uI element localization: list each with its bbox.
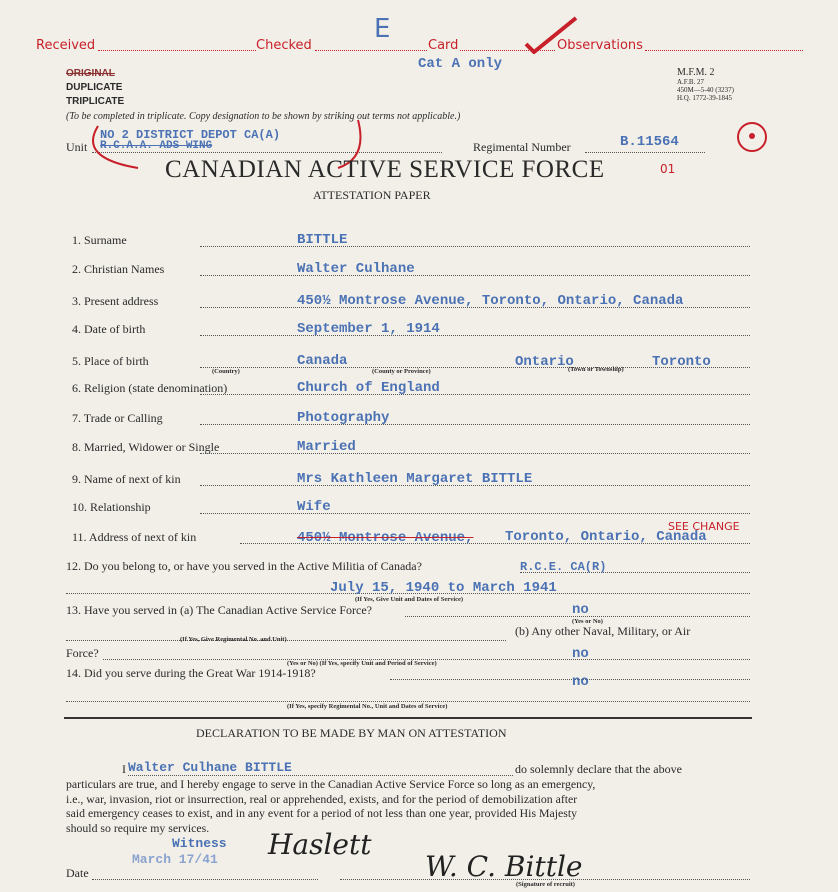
card-label: Card [428,38,459,53]
town-caption: (Town or Township) [568,366,624,373]
red-checkmark-icon [520,14,580,54]
birth-province: Ontario [515,354,574,370]
kin-address-struck: 450½ Montrose Avenue, [297,530,474,546]
field-label: 3. Present address [72,294,159,308]
field-label: 1. Surname [72,233,127,247]
copy-designation: ORIGINAL DUPLICATE TRIPLICATE [66,68,125,107]
field-label: 4. Date of birth [72,322,146,336]
regimental-number-value: B.11564 [620,134,679,150]
observations-label: Observations [557,38,643,53]
q13b-caption: (If Yes, Give Regimental No. and Unit) [180,636,287,643]
q14-caption: (If Yes, specify Regimental No., Unit and Dates of Service) [287,703,448,710]
q14-value: no [572,674,589,690]
see-change-note: SEE CHANGE [668,520,740,533]
field-value: September 1, 1914 [297,321,440,337]
regimental-number-label: Regimental Number [473,140,571,154]
handwritten-e: E [374,14,391,44]
q13b-label: (b) Any other Naval, Military, or Air [515,624,691,638]
q13b-caption2: (Yes or No) (If Yes, specify Unit and Period of Service) [287,660,437,667]
form-title: CANADIAN ACTIVE SERVICE FORCE [165,156,605,183]
section-divider [64,717,752,719]
declaration-i: I [122,762,126,776]
field-value: Mrs Kathleen Margaret BITTLE [297,471,533,487]
declaration-title: DECLARATION TO BE MADE BY MAN ON ATTESTATION [196,726,507,740]
unit-value: NO 2 DISTRICT DEPOT CA(A) [100,128,281,142]
q12-caption: (If Yes, Give Unit and Dates of Service) [355,596,464,603]
field-label: 11. Address of next of kin [72,530,197,544]
province-caption: (County or Province) [372,368,431,375]
field-label: 5. Place of birth [72,354,149,368]
recruit-signature: W. C. Bittle [425,850,583,883]
date-value: March 17/41 [132,852,218,867]
circled-dot-icon [735,120,769,154]
q12-value: R.C.E. CA(R) [520,560,607,574]
q12-label: 12. Do you belong to, or have you served in the Active Militia of Canada? [66,559,422,573]
field-label: 9. Name of next of kin [72,472,181,486]
q13b-value: no [572,646,589,662]
witness-signature: Haslett [268,828,372,861]
q13-caption: (Yes or No) [572,618,603,625]
field-value: Walter Culhane [297,261,415,277]
q13-value: no [572,602,589,618]
q13-label: 13. Have you served in (a) The Canadian Active Service Force? [66,603,372,617]
field-value: BITTLE [297,232,348,248]
signature-caption: (Signature of recruit) [516,881,575,888]
field-value: 450½ Montrose Avenue, Toronto, Ontario, Canada [297,293,684,309]
red-annotation: 01 [660,162,676,176]
witness-label: Witness [172,836,227,851]
date-label: Date [66,866,89,880]
country-caption: (Country) [212,368,240,375]
checked-label: Checked [256,38,312,53]
force-label: Force? [66,646,99,660]
field-value: Canada [297,353,348,369]
field-label: 10. Relationship [72,500,151,514]
field-label: 8. Married, Widower or Single [72,440,220,454]
field-value: Toronto, Ontario, Canada [505,529,707,545]
category-stamp: Cat A only [418,56,503,72]
declaration-body: particulars are true, and I hereby engage to serve in the Canadian Active Service Force so long as an emergency, i.e., war, invasion, riot or insurrection, real or apprehended, exists, and for the period of demobilization after said emergency ceases to exist, and in any event for a period of not less than one year, provided His Majesty should so require my services. [66,777,596,835]
form-subtitle: ATTESTATION PAPER [313,188,431,202]
field-label: 2. Christian Names [72,262,165,276]
field-label: 6. Religion (state denomination) [72,381,228,395]
q14-label: 14. Did you serve during the Great War 1914-1918? [66,666,316,680]
field-value: Church of England [297,380,440,396]
unit-label: Unit [66,140,88,154]
field-value: Wife [297,499,331,515]
declaration-line: do solemnly declare that the above [515,762,682,776]
unit-struck: R.C.A.A. ADS WING [100,140,213,152]
recruit-name: Walter Culhane BITTLE [128,760,292,775]
field-value: Married [297,439,356,455]
instruction-text: (To be completed in triplicate. Copy designation to be shown by striking out terms not applicable.) [66,111,461,122]
q12-dates: July 15, 1940 to March 1941 [330,580,557,596]
birth-town: Toronto [652,354,711,370]
received-label: Received [36,38,96,53]
field-label: 7. Trade or Calling [72,411,163,425]
form-codes: M.F.M. 2 A.F.B. 27 450M—5-40 (3237) H.Q. 1772-39-1845 [677,67,734,102]
field-value: Photography [297,410,390,426]
